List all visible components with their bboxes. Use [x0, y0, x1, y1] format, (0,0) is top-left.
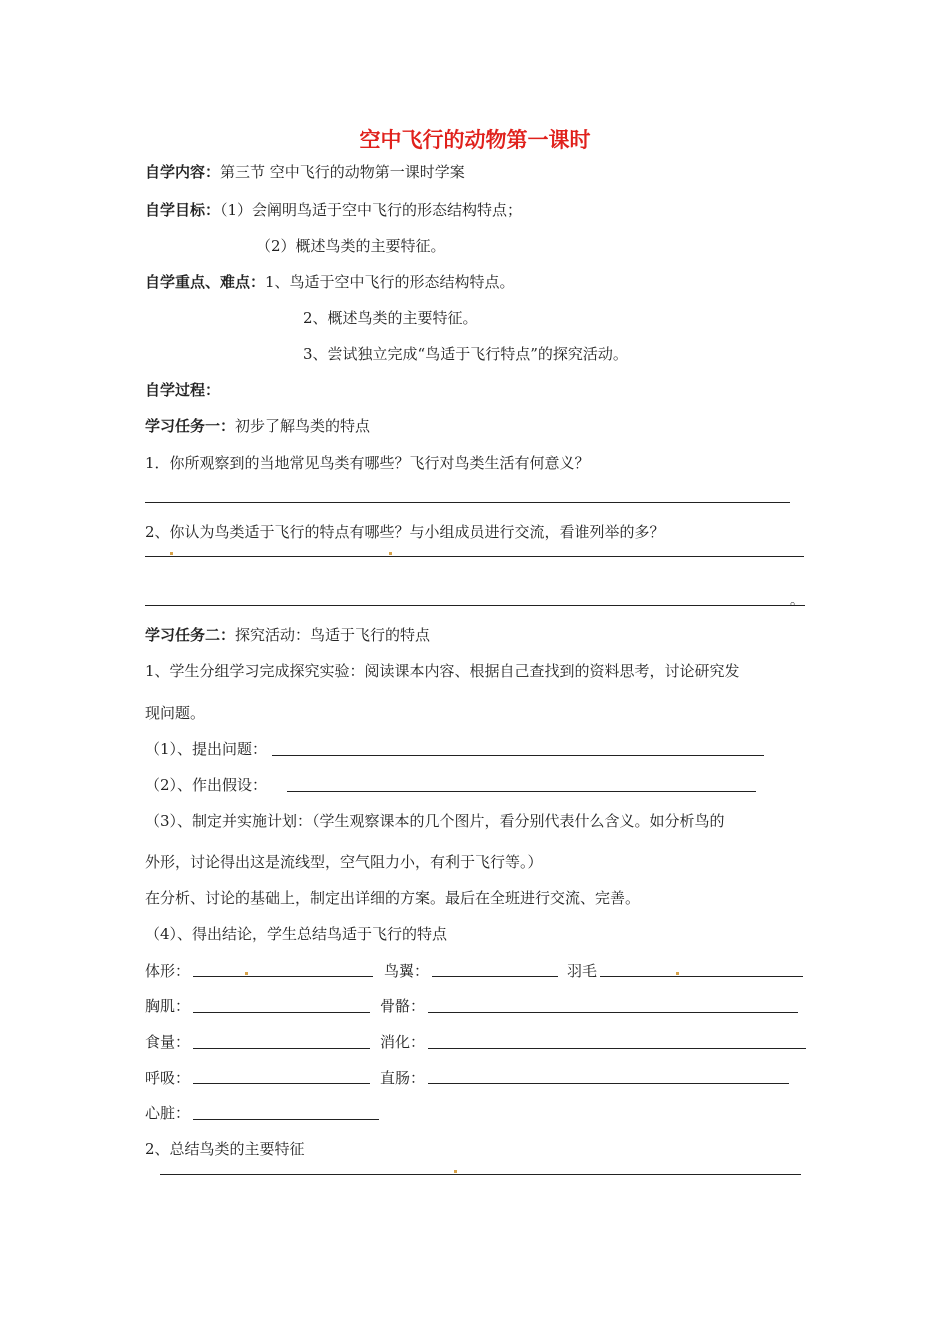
field-yumao-line[interactable] — [600, 976, 803, 977]
field-gusui-label: 骨骼： — [380, 997, 426, 1015]
content-label: 自学内容： — [145, 163, 221, 181]
field-zhichang-label: 直肠： — [380, 1069, 426, 1087]
task1-heading — [145, 416, 370, 436]
step1-answer-line[interactable] — [272, 755, 764, 756]
field-xiongji-line[interactable] — [193, 1012, 370, 1013]
task2-label: 学习任务二： — [145, 626, 236, 644]
task2-para2: 2、总结鸟类的主要特征 — [145, 1140, 305, 1158]
mark-dot — [170, 552, 173, 555]
mark-dot — [454, 1170, 457, 1173]
step1-label: （1）、提出问题： — [145, 740, 268, 758]
mark-dot — [245, 972, 248, 975]
task2-para1-line1: 1、学生分组学习完成探究实验：阅读课本内容、根据自己查找到的资料思考，讨论研究发 — [145, 662, 740, 680]
task1-label: 学习任务一： — [145, 417, 236, 435]
field-xinzang-line[interactable] — [193, 1119, 379, 1120]
field-yumao-label: 羽毛 — [567, 962, 598, 980]
keypoint-item-3: 3、尝试独立完成“鸟适于飞行特点”的探究活动。 — [303, 345, 628, 363]
task2-heading — [145, 625, 430, 645]
field-xiaohua-label: 消化： — [380, 1033, 426, 1051]
field-huxi-label: 呼吸： — [145, 1069, 191, 1087]
answer-line[interactable] — [160, 1174, 801, 1175]
step4-label: （4）、得出结论，学生总结鸟适于飞行的特点 — [145, 925, 448, 943]
keypoint-item-2: 2、概述鸟类的主要特征。 — [303, 309, 478, 327]
task1-text: 初步了解鸟类的特点 — [235, 417, 371, 435]
goals-row — [145, 200, 522, 220]
step3-line1: （3）、制定并实施计划：（学生观察课本的几个图片，看分别代表什么含义。如分析鸟的 — [145, 812, 725, 830]
field-tixing-label: 体形： — [145, 962, 191, 980]
field-xiongji-label: 胸肌： — [145, 997, 191, 1015]
task2-text: 探究活动：鸟适于飞行的特点 — [235, 626, 431, 644]
field-shiliang-line[interactable] — [193, 1048, 370, 1049]
page-title: 空中飞行的动物第一课时 — [359, 128, 591, 152]
field-shiliang-label: 食量： — [145, 1033, 191, 1051]
end-mark: 。 — [790, 593, 804, 609]
goals-label: 自学目标： — [145, 201, 221, 219]
field-niaoyi-label: 鸟翼： — [384, 962, 430, 980]
step3-line3: 在分析、讨论的基础上，制定出详细的方案。最后在全班进行交流、完善。 — [145, 889, 641, 907]
answer-line[interactable] — [145, 556, 804, 557]
mark-dot — [676, 972, 679, 975]
field-tixing-line[interactable] — [193, 976, 373, 977]
task1-question-1: 1．你所观察到的当地常见鸟类有哪些？飞行对鸟类生活有何意义？ — [145, 454, 590, 472]
field-niaoyi-line[interactable] — [432, 976, 558, 977]
field-zhichang-line[interactable] — [428, 1083, 789, 1084]
content-text: 第三节 空中飞行的动物第一课时学案 — [220, 163, 465, 181]
keypoint-item-1: 1、鸟适于空中飞行的形态结构特点。 — [265, 273, 515, 291]
goal-item-2: （2）概述鸟类的主要特征。 — [256, 237, 446, 255]
answer-line[interactable] — [145, 502, 790, 503]
answer-line[interactable] — [145, 605, 805, 606]
mark-dot — [389, 552, 392, 555]
task1-question-2: 2、你认为鸟类适于飞行的特点有哪些？与小组成员进行交流，看谁列举的多？ — [145, 523, 665, 541]
content-row — [145, 162, 465, 182]
step2-label: （2）、作出假设： — [145, 776, 268, 794]
task2-para1-line2: 现问题。 — [145, 704, 206, 722]
keypoints-row — [145, 272, 515, 292]
keypoints-label: 自学重点、难点： — [145, 273, 266, 291]
step2-answer-line[interactable] — [287, 791, 756, 792]
field-xiaohua-line[interactable] — [428, 1048, 806, 1049]
step3-line2: 外形，讨论得出这是流线型，空气阻力小，有利于飞行等。） — [145, 853, 543, 871]
process-label: 自学过程： — [145, 381, 221, 399]
field-huxi-line[interactable] — [193, 1083, 370, 1084]
goal-item-1: （1）会阐明鸟适于空中飞行的形态结构特点； — [220, 201, 523, 219]
field-xinzang-label: 心脏： — [145, 1104, 191, 1122]
field-gusui-line[interactable] — [428, 1012, 798, 1013]
